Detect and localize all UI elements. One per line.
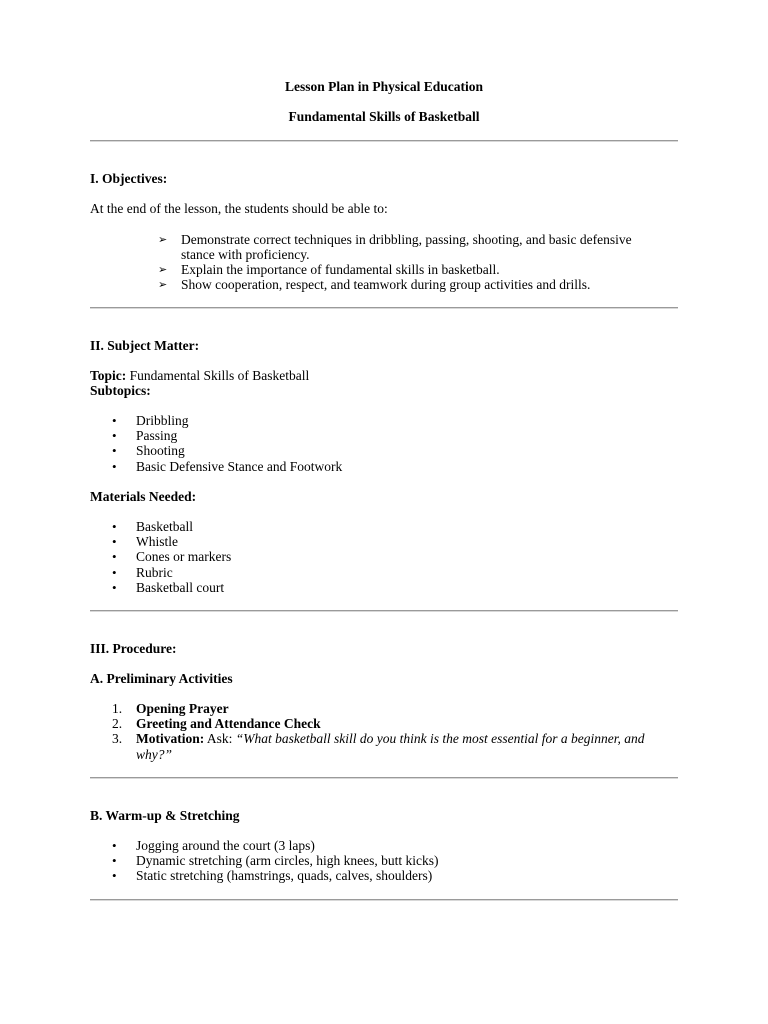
subject-matter-heading: II. Subject Matter: [90, 338, 200, 353]
list-item: • Basic Defensive Stance and Footwork [112, 458, 343, 474]
objectives-intro: At the end of the lesson, the students should be able to: [90, 201, 388, 216]
bullet-icon: • [112, 534, 117, 550]
list-item: 1. Opening Prayer [112, 701, 229, 716]
divider [90, 307, 678, 309]
bullet-icon: • [112, 564, 117, 580]
list-item: ➢ Show cooperation, respect, and teamwork during group activities and drills. [158, 277, 591, 292]
materials-list [112, 519, 652, 595]
objectives-heading: I. Objectives: [90, 171, 168, 186]
list-item: • Dribbling [112, 413, 189, 428]
bullet-icon: • [112, 853, 117, 869]
bullet-icon: • [112, 838, 117, 853]
divider [90, 777, 678, 779]
materials-label: Materials Needed: [90, 489, 197, 504]
list-item: • Jogging around the court (3 laps) [112, 838, 315, 853]
document-title: Lesson Plan in Physical Education [284, 79, 484, 94]
bullet-icon: • [112, 458, 117, 474]
divider [90, 610, 678, 612]
subtopics-label: Subtopics: [90, 383, 151, 398]
arrow-bullet-icon: ➢ [158, 233, 168, 246]
bullet-icon: • [112, 519, 117, 534]
divider [90, 899, 678, 901]
list-item: 3. Motivation: Ask: “What basketball skill do you think is the most essential for a beginner, and why?” [112, 731, 645, 762]
warmup-heading: B. Warm-up & Stretching [90, 808, 240, 823]
objectives-list [158, 232, 658, 292]
motivation-label: Motivation: [136, 731, 205, 747]
list-item: • Shooting [112, 443, 185, 459]
list-item: • Whistle [112, 534, 178, 550]
arrow-bullet-icon: ➢ [158, 263, 168, 276]
topic-label: Topic: [90, 368, 127, 383]
list-item: 2. Greeting and Attendance Check [112, 716, 321, 732]
list-item: • Dynamic stretching (arm circles, high knees, butt kicks) [112, 853, 439, 869]
arrow-bullet-icon: ➢ [158, 278, 168, 291]
list-item: • Rubric [112, 564, 173, 580]
document-subtitle: Fundamental Skills of Basketball [288, 109, 480, 124]
topic-line [90, 368, 309, 383]
bullet-icon: • [112, 443, 117, 459]
divider [90, 140, 678, 142]
preliminary-heading: A. Preliminary Activities [90, 671, 233, 686]
bullet-icon: • [112, 579, 117, 595]
list-item: • Static stretching (hamstrings, quads, calves, shoulders) [112, 868, 433, 884]
list-item: • Passing [112, 428, 178, 444]
preliminary-list [112, 701, 672, 762]
bullet-icon: • [112, 549, 117, 565]
bullet-icon: • [112, 868, 117, 884]
list-item: • Basketball court [112, 579, 225, 595]
bullet-icon: • [112, 413, 117, 428]
motivation-question: “What basketball skill do you think is the most essential for a beginner, and why?” [136, 731, 645, 762]
bullet-icon: • [112, 428, 117, 444]
topic-value: Fundamental Skills of Basketball [126, 368, 310, 383]
procedure-heading: III. Procedure: [90, 641, 177, 656]
warmup-list [112, 838, 652, 884]
list-item: • Basketball [112, 519, 193, 534]
subtopics-list [112, 413, 652, 474]
list-item: ➢ Demonstrate correct techniques in dribbling, passing, shooting, and basic defensive stance with proficiency. [158, 232, 632, 262]
list-item: • Cones or markers [112, 549, 232, 565]
list-item: ➢ Explain the importance of fundamental skills in basketball. [158, 262, 500, 277]
